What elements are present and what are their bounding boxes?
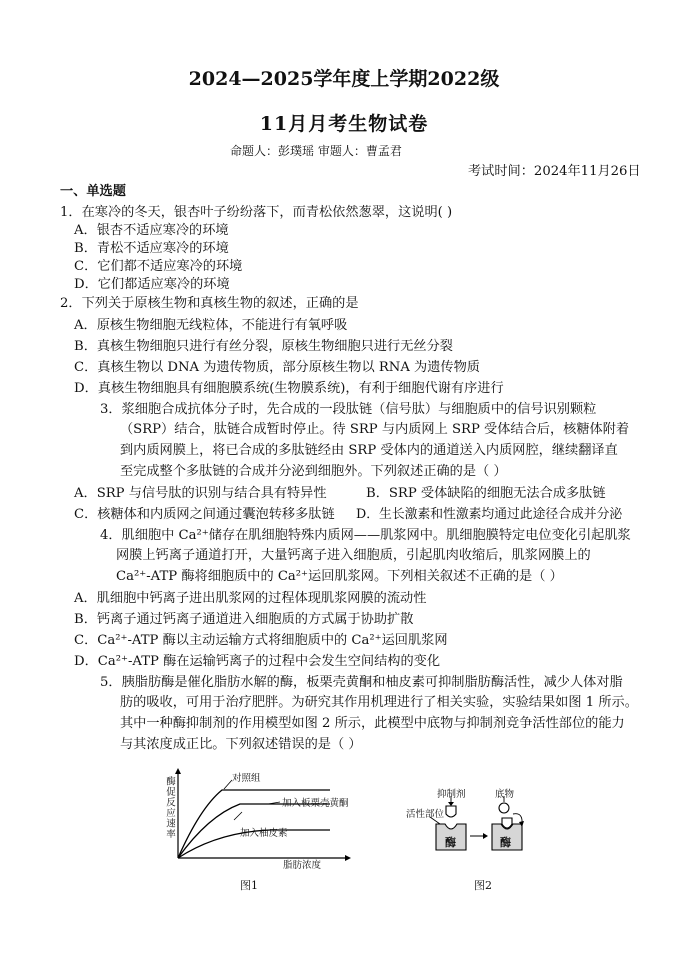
figure-2-inhibitor-label: 抑制剂 — [437, 789, 466, 800]
question-3-stem-line: 3．浆细胞合成抗体分子时，先合成的一段肽链（信号肽）与细胞质中的信号识别颗粒 — [100, 402, 597, 417]
exam-title: 2024—2025学年度上学期2022级 — [188, 68, 500, 90]
question-1-option-a[interactable]: A．银杏不适应寒冷的环境 — [74, 223, 229, 238]
question-4-stem-line: 网膜上钙离子通道打开，大量钙离子进入细胞质，引起肌肉收缩后，肌浆网膜上的 — [116, 548, 591, 563]
question-5-stem-line: 与其浓度成正比。下列叙述错误的是（ ） — [120, 737, 362, 752]
question-2-option-b[interactable]: B．真核生物细胞只进行有丝分裂，原核生物细胞只进行无丝分裂 — [74, 339, 453, 354]
question-1-option-d[interactable]: D．它们都适应寒冷的环境 — [74, 277, 230, 292]
question-2-stem: 2．下列关于原核生物和真核生物的叙述，正确的是 — [60, 296, 359, 311]
exam-subtitle: 11月月考生物试卷 — [259, 113, 429, 135]
figure-1-caption: 图1 — [240, 879, 258, 892]
question-4-stem-line: Ca²⁺-ATP 酶将细胞质中的 Ca²⁺运回肌浆网。下列相关叙述不正确的是（ ） — [116, 569, 563, 584]
question-1-option-b[interactable]: B．青松不适应寒冷的环境 — [74, 241, 229, 256]
figure-1-y-axis-label: 酶促反应速率 — [164, 776, 175, 839]
figure-1-x-axis-label: 脂肪浓度 — [283, 860, 322, 871]
figure-2-enzyme-label-right: 酶 — [500, 836, 511, 849]
figure-1-label-naringenin: 加入柚皮素 — [240, 828, 288, 839]
question-2-option-a[interactable]: A．原核生物细胞无线粒体，不能进行有氧呼吸 — [74, 318, 348, 333]
question-4-stem-line: 4．肌细胞中 Ca²⁺储存在肌细胞特殊内质网——肌浆网中。肌细胞膜特定电位变化引起肌浆 — [100, 528, 631, 543]
question-4-option-b[interactable]: B．钙离子通过钙离子通道进入细胞质的方式属于协助扩散 — [74, 612, 414, 627]
question-5-stem-line: 其中一种酶抑制剂的作用模型如图 2 所示，此模型中底物与抑制剂竞争活性部位的能力 — [120, 716, 625, 731]
question-3-option-c[interactable]: C．核糖体和内质网之间通过囊泡转移多肽链 — [74, 507, 335, 522]
question-4-option-c[interactable]: C．Ca²⁺-ATP 酶以主动运输方式将细胞质中的 Ca²⁺运回肌浆网 — [74, 633, 448, 648]
exam-time: 考试时间：2024年11月26日 — [468, 164, 641, 179]
figure-1-label-chestnut: 加入板栗壳黄酮 — [282, 798, 349, 809]
figure-2-active-site-label: 活性部位 — [406, 809, 445, 820]
figure-2-substrate-label: 底物 — [495, 789, 515, 800]
question-3-stem-line: 到内质网膜上，将已合成的多肽链经由 SRP 受体内的通道送入内质网腔，继续翻译直 — [120, 443, 618, 458]
question-2-option-d[interactable]: D．真核生物细胞具有细胞膜系统(生物膜系统)，有利于细胞代谢有序进行 — [74, 381, 504, 396]
question-3-option-d[interactable]: D．生长激素和性激素均通过此途径合成并分泌 — [356, 507, 623, 522]
question-1-option-c[interactable]: C．它们都不适应寒冷的环境 — [74, 259, 243, 274]
authors: 命题人：彭璞瑶 审题人：曹孟君 — [230, 144, 402, 158]
question-4-option-a[interactable]: A．肌细胞中钙离子进出肌浆网的过程体现肌浆网膜的流动性 — [74, 591, 427, 606]
section-heading: 一、单选题 — [60, 184, 126, 199]
figure-2-caption: 图2 — [474, 879, 492, 892]
figure-2-enzyme-label-left: 酶 — [445, 836, 456, 849]
question-2-option-c[interactable]: C．真核生物以 DNA 为遗传物质，部分原核生物以 RNA 为遗传物质 — [74, 360, 480, 375]
question-4-option-d[interactable]: D．Ca²⁺-ATP 酶在运输钙离子的过程中会发生空间结构的变化 — [74, 654, 441, 669]
question-5-stem-line: 肪的吸收，可用于治疗肥胖。为研究其作用机理进行了相关实验，实验结果如图 1 所示。 — [120, 695, 638, 710]
question-3-option-b[interactable]: B．SRP 受体缺陷的细胞无法合成多肽链 — [366, 486, 606, 501]
question-3-stem-line: 至完成整个多肽链的合成并分泌到细胞外。下列叙述正确的是（ ） — [120, 464, 507, 479]
question-1-stem: 1．在寒冷的冬天，银杏叶子纷纷落下，而青松依然葱翠，这说明( ) — [60, 205, 453, 220]
substrate-shape — [499, 803, 509, 813]
question-3-stem-line: （SRP）结合，肽链合成暂时停止。待 SRP 与内质网上 SRP 受体结合后，核糖体附着 — [120, 422, 630, 437]
figure-2-diagram — [400, 784, 540, 874]
question-3-option-a[interactable]: A．SRP 与信号肽的识别与结合具有特异性 — [74, 486, 327, 501]
figure-1-label-control: 对照组 — [232, 773, 261, 784]
inhibitor-shape — [446, 806, 456, 817]
question-5-stem-line: 5．胰脂肪酶是催化脂肪水解的酶，板栗壳黄酮和柚皮素可抑制脂肪酶活性，减少人体对脂 — [100, 675, 623, 690]
